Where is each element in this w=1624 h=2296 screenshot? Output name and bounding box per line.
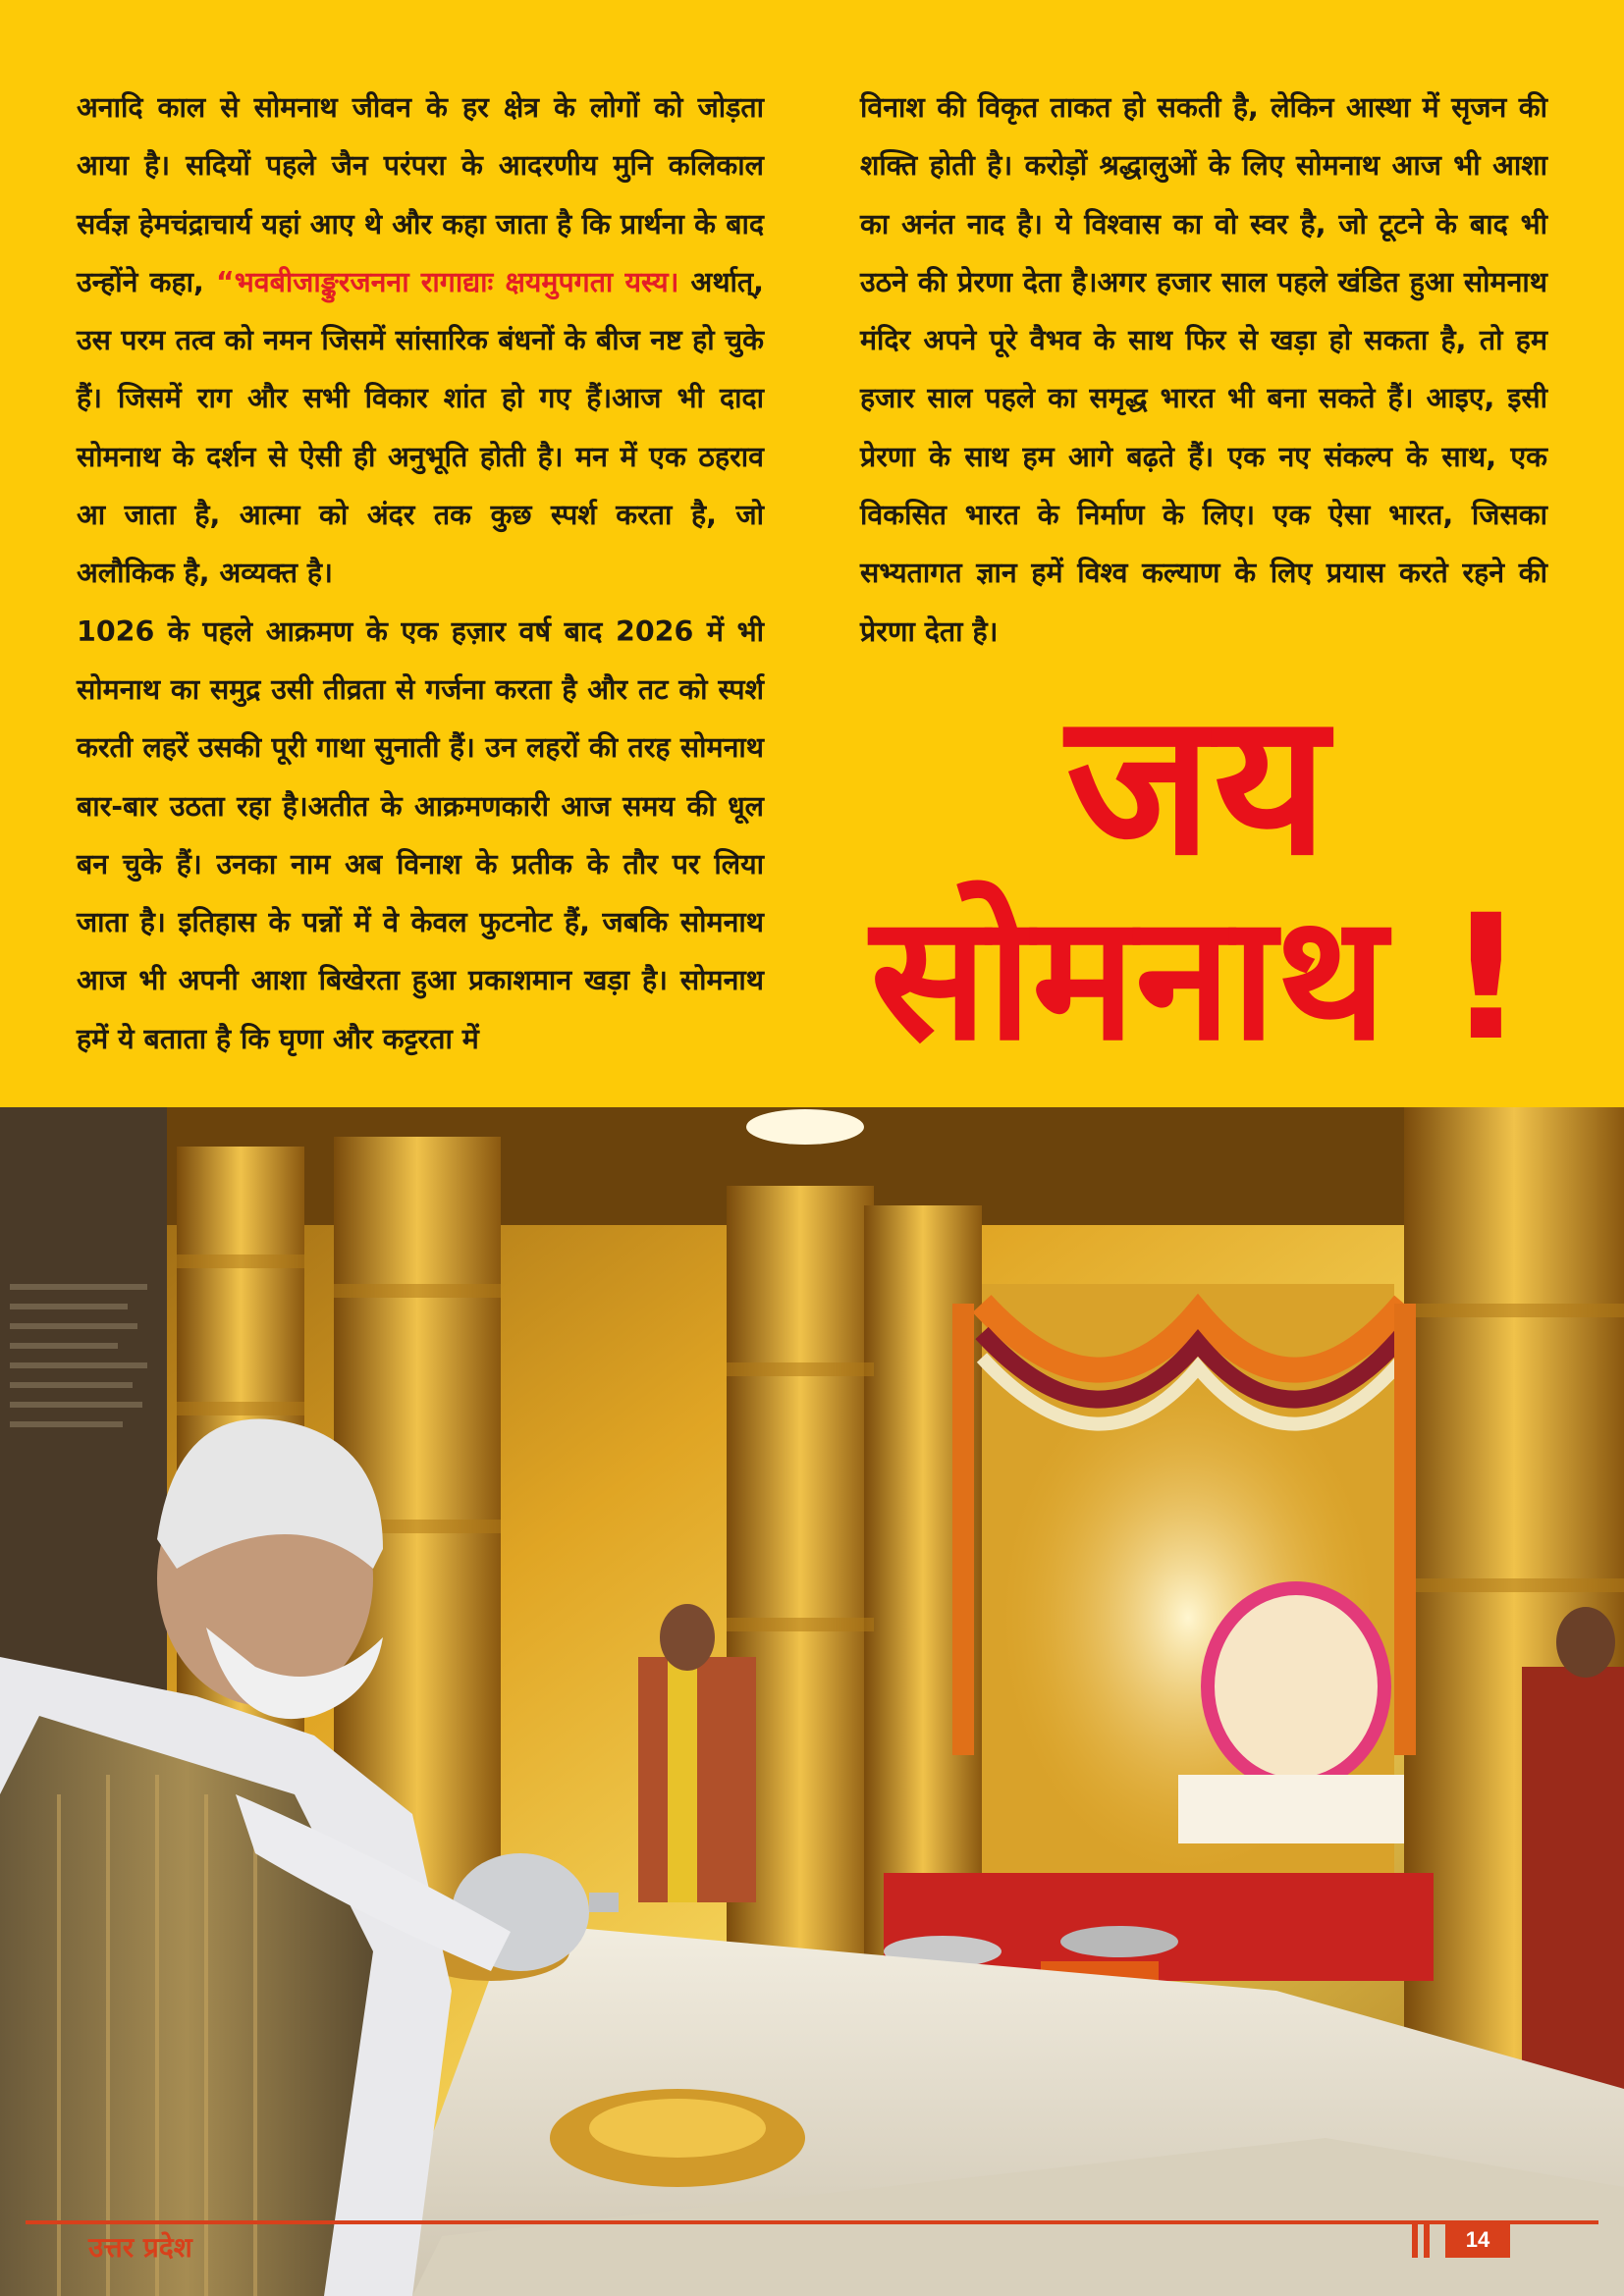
- article-column-left: [77, 79, 764, 1068]
- sanskrit-quote: “भवबीजाङ्कुरजनना रागाद्याः क्षयमुपगता यस्य।: [215, 265, 679, 298]
- paragraph-1: [77, 79, 764, 603]
- headline-line-2: सोमनाथ !: [870, 878, 1526, 1079]
- footer-bars-icon: [1412, 2222, 1441, 2258]
- page-number: 14: [1445, 2222, 1510, 2258]
- article-column-right: [860, 79, 1547, 661]
- paragraph-1-text-a: अनादि काल से सोमनाथ जीवन के हर क्षेत्र के लोगों को जोड़ता आया है। सदियों पहले जैन परंपरा के आदरणीय मुनि कलिकाल सर्वज्ञ हेमचंद्राचार्य यहां आए थे और कहा जाता है कि प्रार्थना के बाद उन्होंने कहा,: [77, 91, 764, 298]
- paragraph-3: विनाश की विकृत ताकत हो सकती है, लेकिन आस्था में सृजन की शक्ति होती है। करोड़ों श्रद्धालुओं के लिए सोमनाथ आज भी आशा का अनंत नाद है। ये विश्वास का वो स्वर है, जो टूटने के बाद भी उठने की प्रेरणा देता है।अगर हजार साल पहले खंडित हुआ सोमनाथ मंदिर अपने पूरे वैभव के साथ फिर से खड़ा हो सकता है, तो हम हजार साल पहले का समृद्ध भारत भी बना सकते हैं। आइए, इसी प्रेरणा के साथ हम आगे बढ़ते हैं। एक नए संकल्प के साथ, एक विकसित भारत के निर्माण के लिए। एक ऐसा भारत, जिसका सभ्यतागत ज्ञान हमें विश्व कल्याण के लिए प्रयास करते रहने की प्रेरणा देता है।: [860, 91, 1547, 648]
- headline: [825, 670, 1571, 1082]
- article-panel: [0, 0, 1624, 1107]
- footer-rule: [26, 2220, 1598, 2224]
- headline-line-1: जय: [1065, 670, 1330, 899]
- paragraph-2: 1026 के पहले आक्रमण के एक हज़ार वर्ष बाद 2026 में भी सोमनाथ का समुद्र उसी तीव्रता से गर्जना करता है और तट को स्पर्श करती लहरें उसकी पूरी गाथा सुनाती हैं। उन लहरों की तरह सोमनाथ बार-बार उठता रहा है।अतीत के आक्रमणकारी आज समय की धूल बन चुके हैं। उनका नाम अब विनाश के प्रतीक के तौर पर लिया जाता है। इतिहास के पन्नों में वे केवल फुटनोट हैं, जबकि सोमनाथ आज भी अपनी आशा बिखेरता हुआ प्रकाशमान खड़ा है। सोमनाथ हमें ये बताता है कि घृणा और कट्टरता में: [77, 614, 764, 1055]
- temple-photo: [0, 1107, 1624, 2296]
- paragraph-1-text-b: अर्थात्, उस परम तत्व को नमन जिसमें सांसारिक बंधनों के बीज नष्ट हो चुके हैं। जिसमें राग और सभी विकार शांत हो गए हैं।आज भी दादा सोमनाथ के दर्शन से ऐसी ही अनुभूति होती है। मन में एक ठहराव आ जाता है, आत्मा को अंदर तक कुछ स्पर्श करता है, जो अलौकिक है, अव्यक्त है।: [77, 265, 764, 590]
- footer-brand: उत्तर प्रदेश: [88, 2231, 192, 2264]
